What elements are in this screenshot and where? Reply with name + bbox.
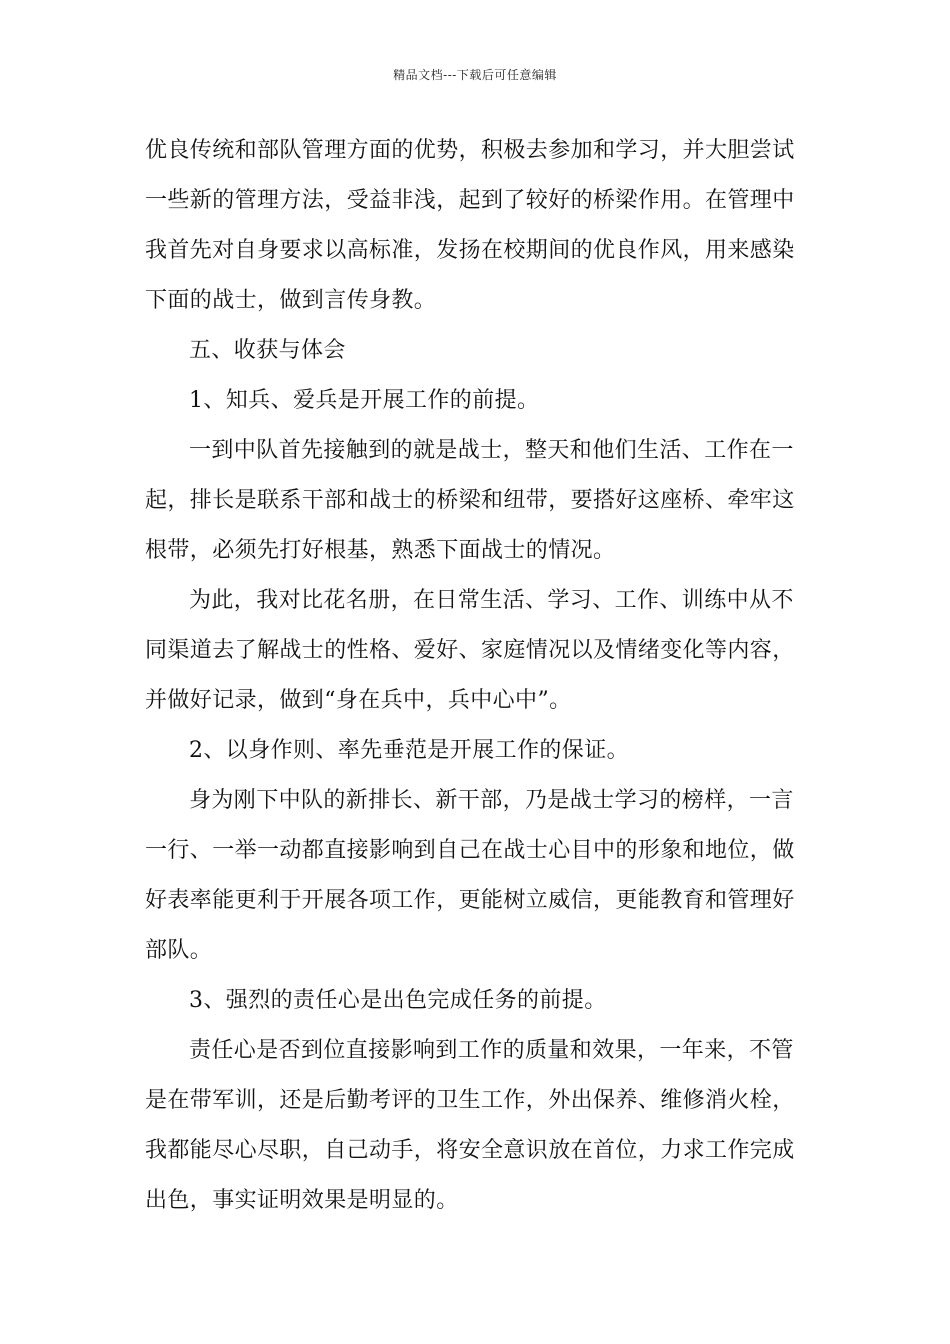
text-line: 3、强烈的责任心是出色完成任务的前提。: [189, 988, 607, 1013]
text-line: 优良传统和部队管理方面的优势，积极去参加和学习，并大胆尝试: [145, 138, 795, 163]
text-line: 我首先对自身要求以高标准，发扬在校期间的优良作风，用来感染: [145, 238, 795, 263]
text-line: 起，排长是联系干部和战士的桥梁和纽带，要搭好这座桥、牵牢这: [145, 488, 795, 513]
document-body: [145, 126, 807, 1226]
text-line: 根带，必须先打好根基，熟悉下面战士的情况。: [145, 538, 616, 563]
text-line: 部队。: [145, 938, 213, 963]
text-line: 出色，事实证明效果是明显的。: [145, 1188, 459, 1213]
section-heading-gains: [145, 326, 807, 376]
text-line: 2、以身作则、率先垂范是开展工作的保证。: [189, 738, 629, 763]
page-header: 精品文档---下载后可任意编辑: [393, 68, 557, 82]
text-line: 是在带军训，还是后勤考评的卫生工作，外出保养、维修消火栓，: [145, 1088, 795, 1113]
subheading-2: [145, 726, 807, 776]
paragraph-roster: [145, 576, 807, 726]
text-line: 1、知兵、爱兵是开展工作的前提。: [189, 388, 540, 413]
text-line: 为此，我对比花名册，在日常生活、学习、工作、训练中从不: [189, 588, 794, 613]
paragraph-responsibility: [145, 1026, 807, 1226]
paragraph-contact-soldiers: [145, 426, 807, 576]
text-line: 并做好记录，做到“身在兵中，兵中心中”。: [145, 688, 572, 713]
text-line: 我都能尽心尽职，自己动手，将安全意识放在首位，力求工作完成: [145, 1138, 795, 1163]
text-line: 下面的战士，做到言传身教。: [145, 288, 437, 313]
paragraph-management-continuation: [145, 126, 807, 326]
text-line: 身为刚下中队的新排长、新干部，乃是战士学习的榜样，一言: [189, 788, 794, 813]
text-line: 同渠道去了解战士的性格、爱好、家庭情况以及情绪变化等内容，: [145, 638, 795, 663]
text-line: 五、收获与体会: [189, 338, 346, 363]
text-line: 一些新的管理方法，受益非浅，起到了较好的桥梁作用。在管理中: [145, 188, 795, 213]
subheading-1: [145, 376, 807, 426]
paragraph-role-model: [145, 776, 807, 976]
text-line: 一行、一举一动都直接影响到自己在战士心目中的形象和地位，做: [145, 838, 795, 863]
subheading-3: [145, 976, 807, 1026]
text-line: 责任心是否到位直接影响到工作的质量和效果，一年来，不管: [189, 1038, 794, 1063]
text-line: 好表率能更利于开展各项工作，更能树立威信，更能教育和管理好: [145, 888, 795, 913]
text-line: 一到中队首先接触到的就是战士，整天和他们生活、工作在一: [189, 438, 794, 463]
